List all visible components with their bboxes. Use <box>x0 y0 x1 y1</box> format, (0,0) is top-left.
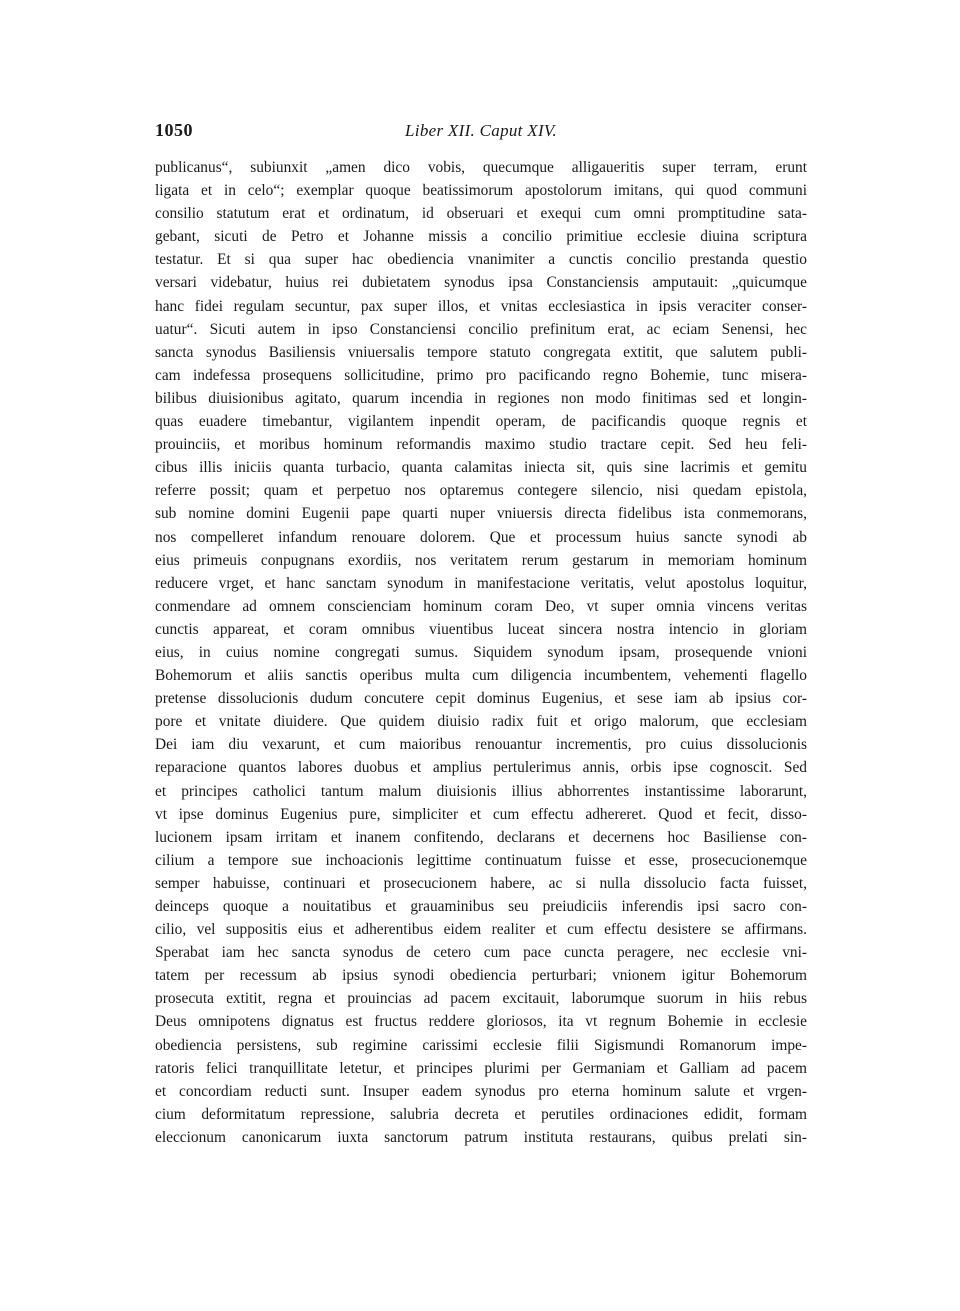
text-line: sub nomine domini Eugenii pape quarti nuper vniuersis directa fidelibus ista conmemorans, <box>155 505 807 523</box>
page-number: 1050 <box>155 120 193 140</box>
text-line: cilio, vel suppositis eius et adherentibus eidem realiter et cum effectu desistere se affirmans. <box>155 921 807 939</box>
text-line: pore et vnitate diuidere. Que quidem diuisio radix fuit et origo malorum, que ecclesiam <box>155 713 807 731</box>
text-line: Sperabat iam hec sancta synodus de cetero cum pace cuncta peragere, nec ecclesie vni- <box>155 944 807 962</box>
text-line: consilio statutum erat et ordinatum, id obseruari et exequi cum omni promptitudine sata- <box>155 205 807 223</box>
text-line: et principes catholici tantum malum diuisionis illius abhorrentes instantissime laborarunt, <box>155 782 807 800</box>
text-line: referre possit; quam et perpetuo nos optaremus contegere silencio, nisi quedam epistola, <box>155 482 807 500</box>
running-head <box>155 120 807 144</box>
text-line: prosecuta extitit, regna et prouincias ad pacem excitauit, laborumque suorum in hiis rebus <box>155 990 807 1008</box>
text-line: versari videbatur, huius rei dubietatem synodus ipsa Constanciensis amputauit: „quicumque <box>155 274 807 292</box>
text-line: uatur“. Sicuti autem in ipso Constanciensi concilio prefinitum erat, ac eciam Senensi, hec <box>155 320 807 338</box>
text-line: ligata et in celo“; exemplar quoque beatissimorum apostolorum imitans, qui quod communi <box>155 182 807 200</box>
text-line: publicanus“, subiunxit „amen dico vobis, quecumque alligaueritis super terram, erunt <box>155 159 807 176</box>
text-line: bilibus diuisionibus agitato, quarum incendia in regiones non modo finitimas sed et longin- <box>155 389 807 407</box>
text-line: pretense dissolucionis dudum concutere cepit dominus Eugenius, et sese iam ab ipsius cor- <box>155 690 807 708</box>
text-line: eleccionum canonicarum iuxta sanctorum patrum instituta restaurans, quibus prelati sin- <box>155 1128 807 1146</box>
text-line: deinceps quoque a nouitatibus et grauaminibus seu preiudiciis inferendis ipsi sacro con- <box>155 898 807 915</box>
text-line: reducere vrget, et hanc sanctam synodum in manifestacione veritatis, velut apostolus loquitur, <box>155 574 807 592</box>
text-line: prouinciis, et moribus hominum reformandis maximo studio tractare cepit. Sed heu feli- <box>155 436 807 454</box>
text-line: semper habuisse, continuari et prosecucionem habere, ac si nulla dissolucio facta fuisset, <box>155 874 807 892</box>
text-line: vt ipse dominus Eugenius pure, simpliciter et cum effectu adhereret. Quod et fecit, disso- <box>155 805 807 823</box>
text-line: obediencia persistens, sub regimine carissimi ecclesie filii Sigismundi Romanorum impe- <box>155 1036 807 1054</box>
text-line: gebant, sicuti de Petro et Johanne missis a concilio primitiue ecclesie diuina scriptura <box>155 228 807 246</box>
text-line: ratoris felici tranquillitate letetur, et principes plurimi per Germaniam et Galliam ad pacem <box>155 1059 807 1077</box>
text-line: cibus illis iniciis quanta turbacio, quanta calamitas iniecta sit, quis sine lacrimis et gemitu <box>155 459 807 477</box>
text-line: Deus omnipotens dignatus est fructus reddere gloriosos, ita vt regnum Bohemie in ecclesie <box>155 1013 807 1031</box>
text-line: quas euadere timebantur, vigilantem inpendit operam, de pacificandis quoque regnis et <box>155 413 807 431</box>
running-header-title: Liber XII. Caput XIV. <box>405 121 557 140</box>
text-line: cunctis appareat, et coram omnibus viuentibus luceat sincera nostra intencio in gloriam <box>155 620 807 638</box>
text-line: testatur. Et si qua super hac obediencia vnanimiter a cunctis concilio prestanda questio <box>155 251 807 269</box>
text-line: reparacione quantos labores duobus et amplius pertulerimus annis, orbis ipse cognoscit. Sed <box>155 759 807 777</box>
text-line: sancta synodus Basiliensis vniuersalis tempore statuto congregata extitit, que salutem publi- <box>155 343 807 361</box>
text-line: et concordiam reducti sunt. Insuper eadem synodus pro eterna hominum salute et vrgen- <box>155 1082 807 1100</box>
text-line: hanc fidei regulam secuntur, pax super illos, et vnitas ecclesiastica in ipsis veraciter conser- <box>155 297 807 315</box>
body-text <box>155 156 807 1149</box>
text-line: Dei iam diu vexarunt, et cum maioribus renouantur incrementis, pro cuius dissolucionis <box>155 736 807 754</box>
text-line: conmendare ad omnem conscienciam hominum coram Deo, vt super omnia vincens veritas <box>155 597 807 615</box>
text-line: cilium a tempore sue inchoacionis legittime continuatum fuisse et esse, prosecucionemque <box>155 851 807 869</box>
text-line: lucionem ipsam irritam et inanem confitendo, declarans et decernens hoc Basiliense con- <box>155 828 807 846</box>
text-line: Bohemorum et aliis sanctis operibus multa cum diligencia incumbentem, vehementi flagello <box>155 667 807 685</box>
text-line: eius primeuis conpugnans exordiis, nos veritatem rerum gestarum in memoriam hominum <box>155 551 807 569</box>
text-line: cam indefessa prosequens sollicitudine, primo pro pacificando regno Bohemie, tunc misera- <box>155 366 807 384</box>
text-line: nos compelleret infandum renouare dolorem. Que et processum huius sancte synodi ab <box>155 528 807 546</box>
text-line: eius, in cuius nomine congregati sumus. Siquidem synodum ipsam, prosequende vnioni <box>155 643 807 661</box>
text-line: cium deformitatum repressione, salubria decreta et perutiles ordinaciones edidit, formam <box>155 1105 807 1123</box>
text-line: tatem per recessum ab ipsius synodi obediencia perturbari; vnionem igitur Bohemorum <box>155 967 807 985</box>
